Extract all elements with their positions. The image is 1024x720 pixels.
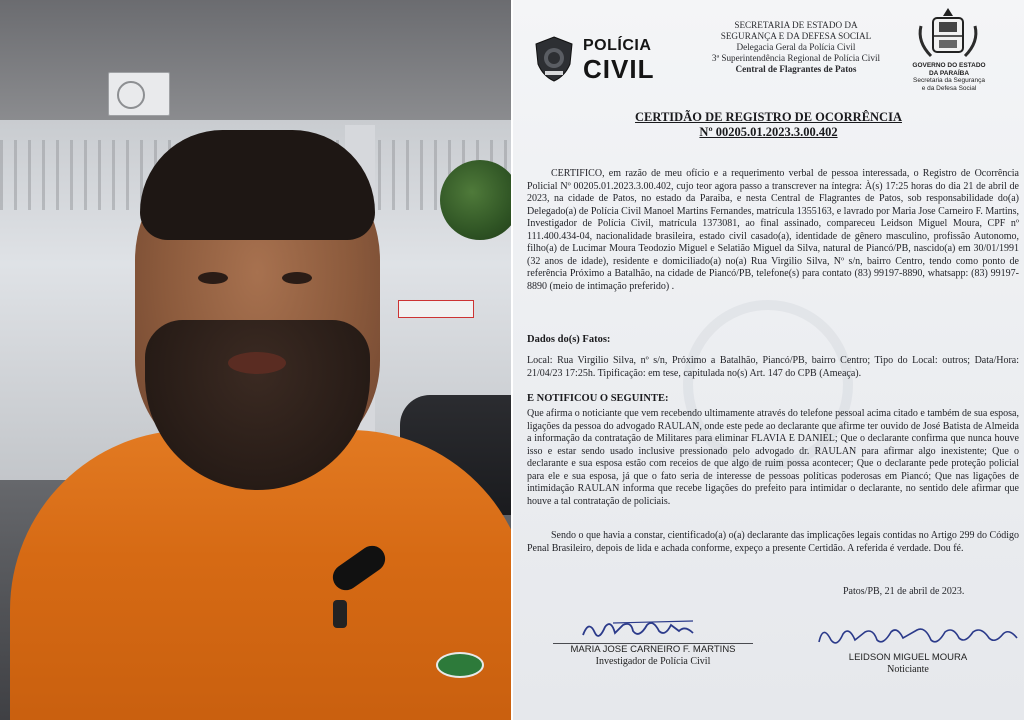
air-conditioner bbox=[108, 72, 170, 116]
speaker-photo bbox=[0, 0, 511, 720]
brand-line2: CIVIL bbox=[583, 54, 655, 84]
header-line: Delegacia Geral da Polícia Civil bbox=[736, 42, 856, 52]
agency-header bbox=[691, 20, 901, 75]
certificate-document bbox=[513, 0, 1024, 720]
title-text: CERTIDÃO DE REGISTRO DE OCORRÊNCIA bbox=[635, 110, 902, 124]
right-eye bbox=[282, 272, 312, 284]
left-eye bbox=[198, 272, 228, 284]
signature-1 bbox=[553, 615, 753, 645]
ceiling bbox=[0, 0, 511, 125]
notice-heading: E NOTIFICOU O SEGUINTE: bbox=[527, 393, 669, 404]
signer-2-name: LEIDSON MIGUEL MOURA bbox=[848, 652, 968, 663]
police-badge-icon bbox=[533, 36, 575, 82]
signer-2-role: Noticiante bbox=[887, 664, 929, 675]
signature-2 bbox=[813, 620, 1023, 652]
gov-line: Secretaria da Segurança bbox=[913, 77, 985, 84]
gov-line: GOVERNO DO ESTADO bbox=[912, 62, 986, 69]
wall-sign bbox=[398, 300, 474, 318]
shirt-logo bbox=[436, 652, 484, 678]
header-line: SEGURANÇA E DA DEFESA SOCIAL bbox=[720, 31, 872, 41]
signer-2 bbox=[813, 652, 1003, 676]
facts-heading: Dados do(s) Fatos: bbox=[527, 334, 611, 345]
gov-line: e da Defesa Social bbox=[921, 84, 977, 92]
signer-1-role: Investigador de Polícia Civil bbox=[595, 656, 711, 667]
notice-paragraph: Que afirma o noticiante que vem recebendo ultimamente através do telefone pessoal acima citado e também de sua esposa, ligações da pessoa do advogado RAULAN, onde este pede ao declarante que afirme ter ouvido de José Batista de Almeida a informação da contratação de Militares para eliminar FLAVIA E DANIEL; Que o declarante confirma que nunca houve isso e estar sendo usado inclusive pressionado pelo advogado dr. RAULAN para afirmar algo inexistente; Que o declarante e sua esposa estão com receios de que algo de ruim possa acontecer; Que o declarante pede proteção policial para ele e sua esposa, já que o fato seria de interesse de pessoas políticas poderosas em Piancó; Que nas ligações de intimidação RAULAN informa que recebe ligações do prefeito para intimidar o declarante, no sentido dele afirmar que houve a tal contratação de policiais. bbox=[527, 408, 1019, 507]
closing-paragraph: Sendo o que havia a constar, cientificado(a) o(a) declarante das implicações legais contidas no Artigo 299 do Código Penal Brasileiro, depois de lida e achada conforme, expeço a presente Certidão. A referida é verdade. Dou fé. bbox=[527, 530, 1019, 554]
document-title bbox=[513, 110, 1024, 140]
state-crest-icon bbox=[913, 6, 983, 64]
intro-paragraph: CERTIFICO, em razão de meu ofício e a requerimento verbal de pessoa interessada, o Registro de Ocorrência Policial Nº 00205.01.2023.3.00.402, cujo teor agora passo a transcrever na íntegra: À(s) 17:25 horas do dia 21 de abril de 2023, na cidade de Patos, no estado da Paraiba, e nesta Central de Flagrantes de Patos, sob responsabilidade do(a) Delegado(a) de Polícia Civil Manoel Martins Fernandes, matrícula 1355163, e lavrado por Maria Jose Carneiro F. Martins, Investigador de Polícia Civil, matrícula 1373081, ao final assinado, compareceu Leidson Miguel Moura, CPF nº 111.400.434-04, nacionalidade brasileira, estado civil casado(a), identidade de gênero masculino, profissão Autonomo, filho(a) de Lucimar Moura Teodozio Miguel e Selatião Miguel da Silva, natural de Piancó/PB, nascido(a) em 30/01/1991 (32 anos de idade), residente e domiciliado(a) no(a) Rua Virgilio Silva, Nº s/n, bairro Centro, tendo como ponto de referência Próximo a Batalhão, na cidade de Piancó/PB, telefone(s) para contato (83) 99197-8890, whatsapp: (83) 99197-8890 (meio de intimação preferido) . bbox=[527, 168, 1019, 292]
document-number: Nº 00205.01.2023.3.00.402 bbox=[699, 125, 838, 139]
mouth bbox=[228, 352, 286, 374]
header-line: SECRETARIA DE ESTADO DA bbox=[734, 20, 858, 30]
brand-line1: POLÍCIA bbox=[583, 37, 652, 54]
government-label bbox=[905, 62, 993, 92]
gov-line: DA PARAÍBA bbox=[928, 69, 970, 77]
header-line: Central de Flagrantes de Patos bbox=[735, 64, 857, 74]
place-date: Patos/PB, 21 de abril de 2023. bbox=[843, 586, 965, 597]
signer-1-name: MARIA JOSE CARNEIRO F. MARTINS bbox=[570, 644, 736, 655]
signer-1 bbox=[533, 644, 773, 668]
facts-paragraph: Local: Rua Virgilio Silva, nº s/n, Próximo a Batalhão, Piancó/PB, bairro Centro; Tipo do Local: outros; Data/Hora: 21/04/23 17:25h. Tipificação: em tese, capitulada no(s) Art. 147 do CPB (Ameaça). bbox=[527, 355, 1019, 379]
police-brand bbox=[583, 38, 654, 82]
header-line: 3ª Superintendência Regional de Polícia Civil bbox=[711, 53, 881, 63]
plant bbox=[440, 160, 511, 240]
microphone-clip bbox=[333, 600, 347, 628]
hair bbox=[140, 130, 375, 240]
